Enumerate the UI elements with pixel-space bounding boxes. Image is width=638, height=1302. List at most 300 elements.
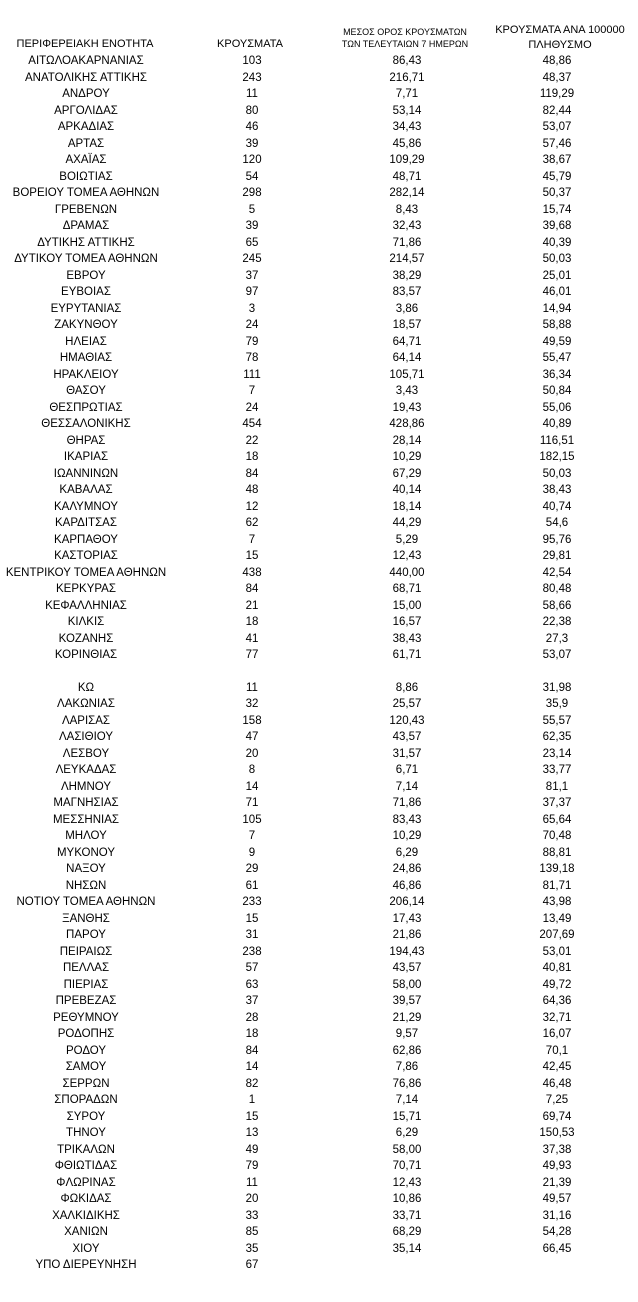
cases-cell: 39 (245, 220, 259, 232)
region-cell: ΛΑΣΙΘΙΟΥ (58, 731, 114, 743)
per100k-cell: 37,38 (542, 1143, 572, 1156)
cases-cell: 24 (245, 319, 259, 331)
per100k-cell: 48,37 (542, 71, 572, 84)
region-cell: ΛΑΚΩΝΙΑΣ (57, 698, 115, 710)
avg7-cell: 24,86 (392, 863, 422, 875)
table-row (0, 1142, 638, 1159)
per100k-cell: 80,48 (542, 583, 572, 595)
cases-cell: 7 (248, 533, 256, 546)
region-cell: ΛΕΣΒΟΥ (62, 747, 110, 760)
avg7-cell: 214,57 (389, 253, 425, 265)
cases-cell: 243 (242, 71, 262, 84)
cases-cell: 33 (245, 1209, 259, 1222)
avg7-cell: 45,86 (392, 137, 422, 150)
table-row (0, 334, 638, 351)
avg7-cell: 32,43 (392, 220, 422, 232)
table-row (0, 1059, 638, 1076)
region-cell: ΝΗΣΩΝ (65, 879, 107, 892)
region-cell: ΑΡΚΑΔΙΑΣ (57, 121, 115, 133)
per100k-cell: 49,59 (542, 335, 572, 348)
cases-cell: 12 (245, 500, 259, 513)
table-row (0, 779, 638, 796)
region-cell: ΣΑΜΟΥ (65, 1061, 107, 1073)
avg7-cell: 68,71 (392, 583, 422, 595)
region-cell: ΠΕΙΡΑΙΩΣ (59, 945, 113, 958)
region-cell: ΑΧΑΪΑΣ (65, 154, 107, 166)
cases-cell: 77 (245, 649, 259, 661)
per100k-cell: 70,48 (542, 830, 572, 842)
table-row (0, 746, 638, 763)
cases-cell: 62 (245, 517, 259, 529)
per100k-cell: 22,38 (542, 616, 572, 628)
region-cell: ΜΕΣΣΗΝΙΑΣ (52, 813, 120, 826)
region-cell: ΑΝΑΤΟΛΙΚΗΣ ΑΤΤΙΚΗΣ (24, 71, 147, 84)
header-avg7-line1: ΜΕΣΟΣ ΟΡΟΣ ΚΡΟΥΣΜΑΤΩΝ (343, 27, 467, 37)
avg7-cell: 25,57 (392, 698, 422, 710)
header-avg7-line2: ΤΩΝ ΤΕΛΕΥΤΑΙΩΝ 7 ΗΜΕΡΩΝ (341, 39, 469, 49)
cases-cell: 85 (245, 1226, 259, 1238)
avg7-cell: 58,00 (392, 978, 422, 991)
cases-cell: 32 (245, 698, 259, 710)
region-cell: ΜΑΓΝΗΣΙΑΣ (53, 797, 119, 809)
avg7-cell: 6,71 (395, 764, 419, 776)
avg7-cell: 83,57 (392, 286, 422, 298)
table-row (0, 103, 638, 120)
per100k-cell: 50,84 (542, 385, 572, 397)
cases-cell: 18 (245, 451, 259, 463)
table-row (0, 482, 638, 499)
per100k-cell: 182,15 (539, 451, 575, 463)
cases-cell: 11 (246, 681, 258, 694)
table-row (0, 383, 638, 400)
avg7-cell: 194,43 (389, 945, 425, 958)
avg7-cell: 83,43 (392, 813, 422, 826)
region-cell: ΠΕΛΛΑΣ (62, 962, 110, 974)
region-cell: ΝΟΤΙΟΥ ΤΟΜΕΑ ΑΘΗΝΩΝ (16, 896, 156, 908)
table-row (0, 301, 638, 318)
avg7-cell: 39,57 (392, 995, 422, 1007)
region-cell: ΘΕΣΠΡΩΤΙΑΣ (49, 401, 123, 414)
table-row (0, 828, 638, 845)
table-row (0, 268, 638, 285)
table-row (0, 944, 638, 961)
cases-cell: 1 (248, 1094, 256, 1106)
region-cell: ΜΗΛΟΥ (65, 830, 107, 842)
cases-cell: 63 (245, 978, 259, 991)
table-row (0, 812, 638, 829)
per100k-cell: 23,14 (542, 747, 572, 760)
region-cell: ΕΥΒΟΙΑΣ (61, 286, 111, 298)
table-row (0, 795, 638, 812)
cases-cell: 80 (245, 104, 259, 117)
cases-cell: 7 (248, 385, 256, 397)
per100k-cell: 40,74 (542, 500, 572, 513)
table-row (0, 119, 638, 136)
per100k-cell: 49,72 (542, 978, 572, 991)
region-cell: ΙΩΑΝΝΙΝΩΝ (53, 467, 119, 480)
per100k-cell: 46,01 (542, 286, 572, 298)
cases-cell: 18 (245, 1028, 259, 1040)
region-cell: ΠΑΡΟΥ (66, 929, 106, 941)
avg7-cell: 12,43 (392, 550, 422, 562)
cases-cell: 21 (245, 599, 259, 612)
avg7-cell: 7,86 (395, 1061, 419, 1073)
table-row (0, 1043, 638, 1060)
avg7-cell: 68,29 (392, 1226, 422, 1238)
cases-cell: 79 (245, 335, 259, 348)
per100k-cell: 53,07 (542, 121, 572, 133)
cases-cell: 7 (248, 830, 256, 842)
region-cell: ΑΡΓΟΛΙΔΑΣ (54, 104, 118, 117)
avg7-cell: 64,14 (392, 352, 422, 364)
region-cell: ΘΗΡΑΣ (66, 434, 106, 447)
avg7-cell: 206,14 (389, 896, 425, 908)
avg7-cell: 43,57 (392, 962, 422, 974)
cases-cell: 103 (242, 55, 262, 67)
table-row (0, 1125, 638, 1142)
avg7-cell: 28,14 (392, 434, 422, 447)
table-row (0, 532, 638, 549)
avg7-cell: 40,14 (392, 484, 422, 496)
region-cell: ΗΡΑΚΛΕΙΟΥ (53, 368, 119, 381)
per100k-cell: 95,76 (542, 533, 572, 546)
region-cell: ΓΡΕΒΕΝΩΝ (54, 203, 118, 216)
table-row (0, 548, 638, 565)
table-row (0, 185, 638, 202)
table-row (0, 1010, 638, 1027)
avg7-cell: 10,29 (392, 451, 422, 463)
table-row (0, 251, 638, 268)
region-cell: ΡΟΔΟΠΗΣ (57, 1028, 115, 1040)
avg7-cell: 64,71 (392, 335, 422, 348)
region-cell: ΕΥΡΥΤΑΝΙΑΣ (50, 302, 122, 315)
region-cell: ΥΠΟ ΔΙΕΡΕΥΝΗΣΗ (35, 1259, 137, 1271)
avg7-cell: 71,86 (392, 236, 422, 249)
per100k-cell: 15,74 (542, 203, 572, 216)
region-cell: ΝΑΞΟΥ (66, 863, 106, 875)
cases-cell: 120 (242, 154, 262, 166)
cases-cell: 79 (245, 1160, 259, 1172)
per100k-cell: 54,28 (542, 1226, 572, 1238)
cases-cell: 111 (243, 368, 261, 381)
region-cell: ΛΕΥΚΑΔΑΣ (55, 764, 117, 776)
table-row (0, 53, 638, 70)
per100k-cell: 119,29 (539, 88, 575, 100)
table-row (0, 367, 638, 384)
per100k-cell: 57,46 (542, 137, 572, 150)
table-row (0, 993, 638, 1010)
cases-cell: 298 (242, 187, 262, 199)
region-cell: ΦΘΙΩΤΙΔΑΣ (54, 1160, 118, 1172)
table-row (0, 1224, 638, 1241)
per100k-cell: 21,39 (542, 1176, 572, 1189)
table-row (0, 86, 638, 103)
per100k-cell: 58,66 (542, 599, 572, 612)
avg7-cell: 67,29 (392, 467, 422, 480)
avg7-cell: 58,00 (392, 1143, 422, 1156)
table-row (0, 152, 638, 169)
table-row (0, 581, 638, 598)
per100k-cell: 27,3 (545, 632, 569, 645)
avg7-cell: 3,86 (395, 302, 419, 315)
region-cell: ΧΑΝΙΩΝ (64, 1226, 108, 1238)
per100k-cell: 7,25 (545, 1094, 569, 1106)
per100k-cell: 49,57 (542, 1193, 572, 1205)
cases-cell: 105 (242, 813, 262, 826)
per100k-cell: 64,36 (542, 995, 572, 1007)
avg7-cell: 10,86 (392, 1193, 422, 1205)
per100k-cell: 40,39 (542, 236, 572, 249)
per100k-cell: 31,16 (542, 1209, 572, 1222)
region-cell: ΑΙΤΩΛΟΑΚΑΡΝΑΝΙΑΣ (28, 55, 144, 67)
cases-cell: 14 (245, 1061, 259, 1073)
avg7-cell: 53,14 (392, 104, 422, 117)
per100k-cell: 55,06 (542, 401, 572, 414)
per100k-cell: 42,45 (542, 1061, 572, 1073)
avg7-cell: 21,86 (392, 929, 422, 941)
avg7-cell: 70,71 (392, 1160, 422, 1172)
region-cell: ΣΥΡΟΥ (66, 1110, 106, 1123)
cases-cell: 11 (246, 1176, 258, 1189)
region-cell: ΚΙΛΚΙΣ (67, 616, 105, 628)
avg7-cell: 8,86 (395, 681, 419, 694)
table-row (0, 1109, 638, 1126)
avg7-cell: 44,29 (392, 517, 422, 529)
cases-cell: 238 (242, 945, 262, 958)
table-row (0, 1026, 638, 1043)
per100k-cell: 42,54 (542, 566, 572, 579)
avg7-cell: 3,43 (395, 385, 419, 397)
avg7-cell: 216,71 (389, 71, 425, 84)
region-cell: ΔΡΑΜΑΣ (62, 220, 110, 232)
per100k-cell: 70,1 (545, 1044, 569, 1057)
per100k-cell: 82,44 (542, 104, 572, 117)
per100k-cell: 13,49 (542, 912, 572, 925)
avg7-cell: 38,29 (392, 269, 422, 282)
per100k-cell: 54,6 (545, 517, 569, 529)
cases-cell: 31 (245, 929, 259, 941)
region-cell: ΣΕΡΡΩΝ (62, 1077, 110, 1090)
avg7-cell: 17,43 (392, 912, 422, 925)
table-row (0, 70, 638, 87)
avg7-cell: 105,71 (389, 368, 425, 381)
per100k-cell: 16,07 (542, 1028, 572, 1040)
cases-cell: 67 (245, 1259, 259, 1271)
per100k-cell: 39,68 (542, 220, 572, 232)
region-cell: ΡΟΔΟΥ (65, 1044, 107, 1057)
region-cell: ΔΥΤΙΚΗΣ ΑΤΤΙΚΗΣ (37, 236, 135, 249)
region-cell: ΑΝΔΡΟΥ (62, 88, 110, 100)
table-row (0, 1175, 638, 1192)
per100k-cell: 45,79 (542, 170, 572, 183)
region-cell: ΣΠΟΡΑΔΩΝ (54, 1094, 118, 1106)
table-row (0, 1241, 638, 1258)
table-row (0, 218, 638, 235)
avg7-cell: 6,29 (395, 846, 419, 859)
cases-cell: 15 (245, 550, 259, 562)
cases-cell: 13 (245, 1127, 259, 1139)
avg7-cell: 38,43 (392, 632, 422, 645)
avg7-cell: 282,14 (389, 187, 425, 199)
region-cell: ΖΑΚΥΝΘΟΥ (54, 319, 118, 331)
table-row (0, 729, 638, 746)
avg7-cell: 21,29 (392, 1011, 422, 1024)
avg7-cell: 46,86 (392, 879, 422, 892)
table-row (0, 466, 638, 483)
cases-cell: 20 (245, 1193, 259, 1205)
per100k-cell: 37,37 (542, 797, 572, 809)
cases-cell: 18 (245, 616, 259, 628)
cases-cell: 29 (245, 863, 259, 875)
region-cell: ΚΕΝΤΡΙΚΟΥ ΤΟΜΕΑ ΑΘΗΝΩΝ (5, 566, 167, 579)
per100k-cell: 66,45 (542, 1242, 572, 1255)
cases-cell: 39 (245, 137, 259, 150)
per100k-cell: 38,43 (542, 484, 572, 496)
cases-cell: 41 (245, 632, 259, 645)
avg7-cell: 86,43 (392, 55, 422, 67)
avg7-cell: 109,29 (389, 154, 425, 166)
region-cell: ΞΑΝΘΗΣ (62, 912, 110, 925)
per100k-cell: 38,67 (542, 154, 572, 166)
per100k-cell: 150,53 (539, 1127, 575, 1139)
table-row (0, 202, 638, 219)
per100k-cell: 53,07 (542, 649, 572, 661)
avg7-cell: 120,43 (389, 714, 425, 727)
cases-cell: 65 (245, 236, 259, 249)
header-region: ΠΕΡΙΦΕΡΕΙΑΚΗ ΕΝΟΤΗΤΑ (16, 38, 154, 50)
avg7-cell: 10,29 (392, 830, 422, 842)
region-cell: ΤΡΙΚΑΛΩΝ (57, 1143, 115, 1156)
per100k-cell: 40,89 (542, 418, 572, 430)
region-cell: ΜΥΚΟΝΟΥ (56, 846, 116, 859)
cases-cell: 54 (245, 170, 259, 183)
region-cell: ΚΑΡΠΑΘΟΥ (54, 533, 118, 546)
avg7-cell: 8,43 (395, 203, 419, 216)
region-cell: ΠΡΕΒΕΖΑΣ (55, 995, 117, 1007)
cases-cell: 15 (245, 1110, 259, 1123)
per100k-cell: 29,81 (542, 550, 572, 562)
table-row (0, 927, 638, 944)
table-row (0, 894, 638, 911)
table-row (0, 400, 638, 417)
region-cell: ΗΜΑΘΙΑΣ (59, 352, 113, 364)
table-body (0, 53, 638, 1274)
per100k-cell: 81,1 (545, 780, 569, 793)
region-cell: ΧΑΛΚΙΔΙΚΗΣ (52, 1209, 120, 1222)
table-row (0, 762, 638, 779)
region-cell: ΚΑΡΔΙΤΣΑΣ (55, 517, 117, 529)
header-per100k-line1: ΚΡΟΥΣΜΑΤΑ ΑΝΑ 100000 (495, 24, 625, 36)
region-cell: ΙΚΑΡΙΑΣ (63, 451, 109, 463)
header-cases: ΚΡΟΥΣΜΑΤΑ (217, 38, 283, 50)
cases-cell: 84 (245, 583, 259, 595)
cases-cell: 84 (245, 1044, 259, 1057)
avg7-cell: 35,14 (392, 1242, 422, 1255)
avg7-cell: 9,57 (395, 1028, 419, 1040)
cases-cell: 78 (245, 352, 259, 364)
cases-cell: 245 (242, 253, 262, 265)
per100k-cell: 62,35 (542, 731, 572, 743)
table-row (0, 680, 638, 697)
avg7-cell: 18,14 (392, 500, 422, 513)
per100k-cell: 36,34 (542, 368, 572, 381)
table-row (0, 614, 638, 631)
header-avg7 (320, 26, 490, 50)
region-cell: ΚΑΛΥΜΝΟΥ (54, 500, 118, 513)
cases-cell: 20 (245, 747, 259, 760)
region-cell: ΛΑΡΙΣΑΣ (61, 714, 111, 727)
per100k-cell: 88,81 (542, 846, 572, 859)
per100k-cell: 65,64 (542, 813, 572, 826)
avg7-cell: 440,00 (389, 566, 425, 579)
table-row (0, 647, 638, 664)
per100k-cell: 31,98 (542, 681, 572, 694)
region-cell: ΡΕΘΥΜΝΟΥ (53, 1011, 119, 1024)
region-cell: ΚΕΡΚΥΡΑΣ (56, 583, 116, 595)
region-cell: ΤΗΝΟΥ (66, 1127, 106, 1139)
per100k-cell: 50,37 (542, 187, 572, 199)
cases-cell: 49 (245, 1143, 259, 1156)
cases-cell: 158 (242, 714, 262, 727)
per100k-cell: 55,47 (542, 352, 572, 364)
table-row (0, 713, 638, 730)
table-row (0, 911, 638, 928)
cases-cell: 82 (245, 1077, 259, 1090)
table-row (0, 878, 638, 895)
avg7-cell: 7,14 (395, 1094, 419, 1106)
avg7-cell: 76,86 (392, 1077, 422, 1090)
region-cell: ΦΛΩΡΙΝΑΣ (56, 1176, 116, 1189)
cases-cell: 57 (245, 962, 259, 974)
cases-cell: 11 (246, 88, 258, 100)
table-row (0, 960, 638, 977)
cases-cell: 71 (245, 797, 259, 809)
cases-cell: 454 (242, 418, 262, 430)
per100k-cell: 58,88 (542, 319, 572, 331)
region-cell: ΚΩ (77, 681, 95, 694)
avg7-cell: 7,14 (395, 780, 419, 793)
table-row (0, 598, 638, 615)
cases-cell: 5 (248, 203, 256, 216)
cases-cell: 22 (245, 434, 259, 447)
avg7-cell: 19,43 (392, 401, 422, 414)
table-row (0, 499, 638, 516)
per100k-cell: 49,93 (542, 1160, 572, 1172)
cases-cell: 28 (245, 1011, 259, 1024)
avg7-cell: 34,43 (392, 121, 422, 133)
cases-cell: 438 (242, 566, 262, 579)
region-cell: ΚΟΡΙΝΘΙΑΣ (54, 649, 118, 661)
avg7-cell: 6,29 (395, 1127, 419, 1139)
cases-cell: 97 (245, 286, 259, 298)
avg7-cell: 7,71 (395, 88, 419, 100)
region-cell: ΘΕΣΣΑΛΟΝΙΚΗΣ (41, 418, 131, 430)
table-row (0, 1257, 638, 1274)
region-cell: ΚΑΒΑΛΑΣ (59, 484, 113, 496)
avg7-cell: 71,86 (392, 797, 422, 809)
per100k-cell: 43,98 (542, 896, 572, 908)
region-cell: ΕΒΡΟΥ (66, 269, 106, 282)
region-cell: ΑΡΤΑΣ (67, 137, 105, 150)
table-row (0, 977, 638, 994)
cases-cell: 61 (245, 879, 259, 892)
avg7-cell: 5,29 (395, 533, 419, 546)
table-row (0, 845, 638, 862)
avg7-cell: 15,00 (392, 599, 422, 612)
region-cell: ΒΟΡΕΙΟΥ ΤΟΜΕΑ ΑΘΗΝΩΝ (12, 187, 160, 199)
table-row (0, 317, 638, 334)
per100k-cell: 116,51 (539, 434, 575, 447)
